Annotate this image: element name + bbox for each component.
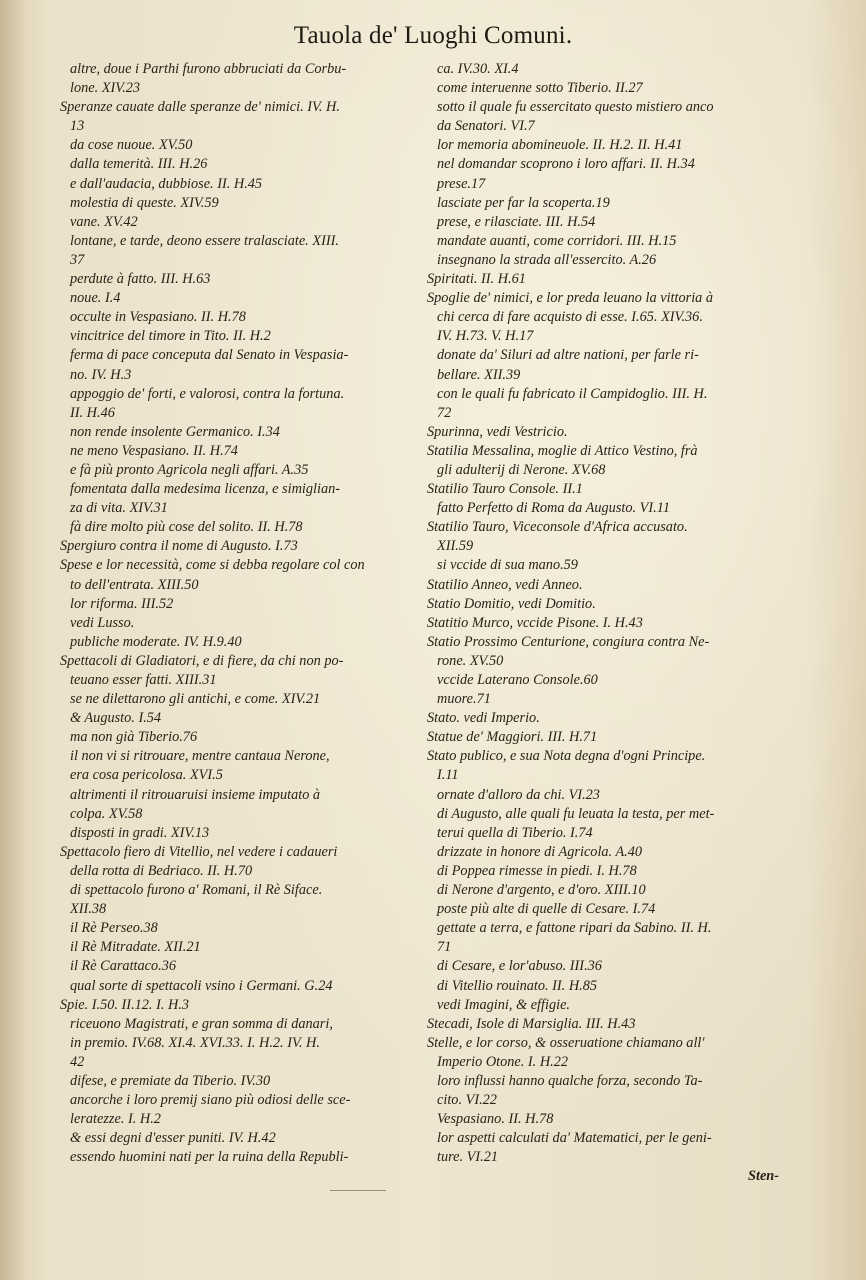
index-entry-line: chi cerca di fare acquisto di esse. I.65. XIV.36. [437, 309, 703, 326]
index-entry-line: 13 [70, 118, 85, 135]
index-entry-line: da cose nuoue. XV.50 [70, 137, 193, 154]
index-entry-line: muore.71 [437, 691, 491, 708]
index-entry-line: loro influssi hanno qualche forza, secondo Ta- [437, 1072, 703, 1089]
index-entry-line: fomentata dalla medesima licenza, e simiglian- [70, 481, 341, 498]
index-entry-line: I.11 [437, 767, 459, 784]
index-entry-line: nel domandar scoprono i loro affari. II. H.34 [437, 156, 695, 173]
index-entry-line: 72 [437, 404, 452, 421]
index-entry-line: qual sorte di spettacoli vsino i Germani. G.24 [70, 977, 333, 994]
index-column-right [427, 60, 779, 1187]
index-entry-line: no. IV. H.3 [70, 366, 132, 383]
index-entry-line: terui quella di Tiberio. I.74 [437, 824, 593, 841]
index-entry-line: Spie. I.50. II.12. I. H.3 [60, 996, 190, 1013]
index-entry-line: lor aspetti calculati da' Matematici, per le geni- [437, 1130, 712, 1147]
index-entry-line: si vccide di sua mano.59 [437, 557, 578, 574]
index-entry-line: era cosa pericolosa. XVI.5 [70, 767, 223, 784]
index-entry-line: di Vitellio rouinato. II. H.85 [437, 977, 598, 994]
index-entry-line: Vespasiano. II. H.78 [437, 1111, 554, 1128]
index-entry-line: di Augusto, alle quali fu leuata la testa, per met- [437, 805, 715, 822]
index-entry-line: fatto Perfetto di Roma da Augusto. VI.11 [437, 500, 670, 517]
index-entry-line: Speranze cauate dalle speranze de' nimici. IV. H. [60, 99, 340, 116]
index-entry-line: ma non già Tiberio.76 [70, 729, 198, 746]
index-entry-line: leratezze. I. H.2 [70, 1111, 161, 1128]
index-entry-line: Statilio Tauro, Viceconsole d'Africa accusato. [427, 519, 688, 536]
index-entry-line: vccide Laterano Console.60 [437, 672, 598, 688]
index-entry-line: lor riforma. III.52 [70, 595, 174, 612]
index-entry-line: se ne dilettarono gli antichi, e come. XIV.21 [70, 691, 321, 708]
index-entry-line: za di vita. XIV.31 [70, 500, 168, 517]
index-entry-line: mandate auanti, come corridori. III. H.15 [437, 232, 677, 249]
index-entry-line: da Senatori. VI.7 [437, 118, 535, 135]
index-entry-line: della rotta di Bedriaco. II. H.70 [70, 862, 253, 879]
index-entry-line: lontane, e tarde, deono essere tralasciate. XIII. [70, 232, 339, 249]
index-entry-line: noue. I.4 [70, 290, 121, 307]
index-entry-line: e dall'audacia, dubbiose. II. H.45 [70, 175, 263, 192]
index-entry-line: in premio. IV.68. XI.4. XVI.33. I. H.2. IV. H. [70, 1034, 320, 1051]
index-column-left [60, 60, 420, 1167]
index-entry-line: altrimenti il ritrouaruisi insieme imputato à [70, 786, 321, 803]
index-entry-line: occulte in Vespasiano. II. H.78 [70, 309, 246, 326]
index-entry-line: 71 [437, 939, 452, 956]
index-entry-line: ancorche i loro premij siano più odiosi delle sce- [70, 1092, 351, 1109]
index-entry-line: 37 [70, 251, 85, 268]
index-entry-line: gettate a terra, e fattone ripari da Sabino. II. H. [437, 920, 712, 937]
index-entry-line: lasciate per far la scoperta.19 [437, 194, 610, 211]
index-entry-line: il non vi si ritrouare, mentre cantaua Nerone, [70, 748, 330, 765]
index-entry-line: sotto il quale fu essercitato questo mistiero anco [437, 99, 714, 116]
index-entry-line: altre, doue i Parthi furono abbruciati da Corbu- [70, 61, 347, 77]
index-entry-line: difese, e premiate da Tiberio. IV.30 [70, 1072, 271, 1089]
page-edge-shadow [0, 0, 26, 1280]
index-entry-line: Statilio Tauro Console. II.1 [427, 481, 583, 498]
index-entry-line: fà dire molto più cose del solito. II. H.78 [70, 519, 303, 536]
index-entry-line: Statue de' Maggiori. III. H.71 [427, 729, 598, 746]
index-entry-line: ne meno Vespasiano. II. H.74 [70, 442, 238, 459]
index-entry-line: Imperio Otone. I. H.22 [437, 1053, 569, 1070]
index-entry-line: insegnano la strada all'essercito. A.26 [437, 251, 657, 268]
index-entry-line: di Poppea rimesse in piedi. I. H.78 [437, 862, 637, 879]
index-entry-line: Spettacolo fiero di Vitellio, nel vedere i cadaueri [60, 843, 338, 860]
index-entry-line: ornate d'alloro da chi. VI.23 [437, 786, 600, 803]
index-entry-line: prese, e rilasciate. III. H.54 [437, 213, 596, 230]
index-entry-line: to dell'entrata. XIII.50 [70, 576, 199, 593]
index-entry-line: lor memoria abomineuole. II. H.2. II. H.41 [437, 137, 683, 154]
index-entry-line: vedi Lusso. [70, 614, 135, 631]
index-entry-line: con le quali fu fabricato il Campidoglio. III. H. [437, 385, 708, 402]
index-entry-line: XII.38 [70, 901, 107, 918]
index-entry-line: riceuono Magistrati, e gran somma di danari, [70, 1015, 333, 1032]
index-entry-line: perdute à fatto. III. H.63 [70, 271, 211, 288]
index-entry-line: rone. XV.50 [437, 652, 504, 669]
index-entry-line: cito. VI.22 [437, 1092, 497, 1109]
index-entry-line: Statio Domitio, vedi Domitio. [427, 595, 596, 612]
index-entry-line: di Cesare, e lor'abuso. III.36 [437, 958, 602, 975]
index-entry-line: Spiritati. II. H.61 [427, 271, 526, 288]
index-entry-line: colpa. XV.58 [70, 805, 143, 822]
index-entry-line: vedi Imagini, & effigie. [437, 996, 571, 1013]
index-entry-line: ture. VI.21 [437, 1149, 499, 1166]
index-entry-line: Statitio Murco, vccide Pisone. I. H.43 [427, 614, 643, 631]
index-entry-line: gli adulterij di Nerone. XV.68 [437, 461, 606, 478]
index-entry-line: II. H.46 [70, 404, 115, 421]
index-entry-line: ca. IV.30. XI.4 [437, 61, 519, 77]
index-entry-line: Spese e lor necessità, come si debba regolare col con [60, 557, 365, 574]
index-entry-line: IV. H.73. V. H.17 [437, 328, 534, 345]
index-entry-line: non rende insolente Germanico. I.34 [70, 423, 280, 440]
index-entry-line: & Augusto. I.54 [70, 710, 162, 727]
index-entry-line: 42 [70, 1053, 85, 1070]
index-entry-line: Stelle, e lor corso, & osseruatione chiamano all' [427, 1034, 705, 1051]
index-entry-line: Spergiuro contra il nome di Augusto. I.73 [60, 538, 298, 555]
index-entry-line: il Rè Perseo.38 [70, 920, 158, 937]
index-entry-line: appoggio de' forti, e valorosi, contra la fortuna. [70, 385, 345, 402]
index-entry-line: Statio Prossimo Centurione, congiura contra Ne- [427, 633, 710, 650]
index-entry-line: donate da' Siluri ad altre nationi, per farle ri- [437, 347, 699, 364]
index-entry-line: Stato publico, e sua Nota degna d'ogni Principe. [427, 748, 706, 765]
index-entry-line: dalla temerità. III. H.26 [70, 156, 208, 173]
index-entry-line: publiche moderate. IV. H.9.40 [70, 633, 242, 650]
index-entry-line: poste più alte di quelle di Cesare. I.74 [437, 901, 656, 918]
index-entry-line: come interuenne sotto Tiberio. II.27 [437, 80, 643, 97]
index-entry-line: ferma di pace conceputa dal Senato in Vespasia- [70, 347, 349, 364]
index-entry-line: bellare. XII.39 [437, 366, 521, 383]
index-entry-line: XII.59 [437, 538, 474, 555]
index-entry-line: il Rè Mitradate. XII.21 [70, 939, 201, 956]
index-entry-line: & essi degni d'esser puniti. IV. H.42 [70, 1130, 276, 1147]
index-entry-line: di Nerone d'argento, e d'oro. XIII.10 [437, 882, 646, 899]
index-entry-line: vane. XV.42 [70, 213, 138, 230]
index-entry-line: Spettacoli di Gladiatori, e di fiere, da chi non po- [60, 652, 344, 669]
index-entry-line: di spettacolo furono a' Romani, il Rè Siface. [70, 882, 323, 899]
catchword: Sten- [748, 1168, 779, 1185]
index-entry-line: il Rè Carattaco.36 [70, 958, 177, 975]
index-entry-line: essendo huomini nati per la ruina della Republi- [70, 1149, 349, 1166]
index-entry-line: molestia di queste. XIV.59 [70, 194, 219, 211]
index-entry-line: prese.17 [437, 175, 486, 192]
index-entry-line: teuano esser fatti. XIII.31 [70, 672, 217, 688]
index-entry-line: Spurinna, vedi Vestricio. [427, 423, 568, 440]
index-entry-line: Statilio Anneo, vedi Anneo. [427, 576, 583, 593]
index-entry-line: disposti in gradi. XIV.13 [70, 824, 210, 841]
index-entry-line: e fà più pronto Agricola negli affari. A.35 [70, 461, 309, 478]
index-entry-line: vincitrice del timore in Tito. II. H.2 [70, 328, 271, 345]
index-entry-line: drizzate in honore di Agricola. A.40 [437, 843, 643, 860]
index-entry-line: lone. XIV.23 [70, 80, 141, 97]
bottom-rule [330, 1190, 386, 1191]
page-title: Tauola de' Luoghi Comuni. [293, 22, 573, 49]
index-entry-line: Stato. vedi Imperio. [427, 710, 540, 727]
index-entry-line: Spoglie de' nimici, e lor preda leuano la vittoria à [427, 290, 714, 307]
index-entry-line: Stecadi, Isole di Marsiglia. III. H.43 [427, 1015, 636, 1032]
index-entry-line: Statilia Messalina, moglie di Attico Vestino, frà [427, 442, 698, 459]
